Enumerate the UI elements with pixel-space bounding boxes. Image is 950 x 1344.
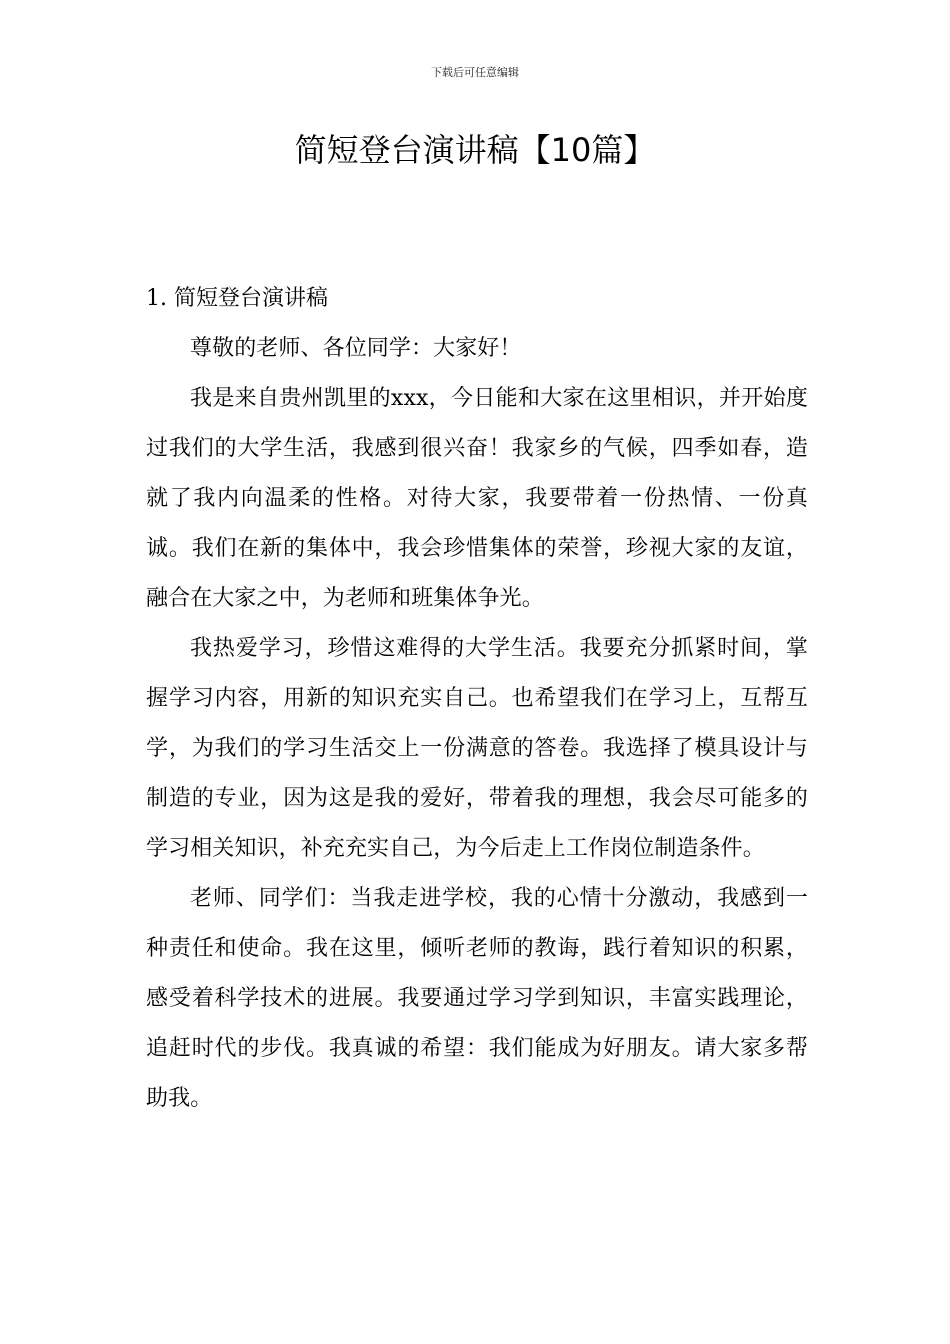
body-paragraph: 我是来自贵州凯里的xxx，今日能和大家在这里相识，并开始度过我们的大学生活，我感到很兴奋！我家乡的气候，四季如春，造就了我内向温柔的性格。对待大家，我要带着一份热情、一份真诚。我们在新的集体中，我会珍惜集体的荣誉，珍视大家的友谊，融合在大家之中，为老师和班集体争光。: [146, 386, 808, 611]
body-paragraph: 老师、同学们：当我走进学校，我的心情十分激动，我感到一种责任和使命。我在这里，倾听老师的教诲，践行着知识的积累，感受着科学技术的进展。我要通过学习学到知识，丰富实践理论，追赶时代的步伐。我真诚的希望：我们能成为好朋友。请大家多帮助我。: [146, 886, 808, 1111]
section-heading: 1. 简短登台演讲稿: [146, 286, 328, 311]
body-paragraph: 我热爱学习，珍惜这难得的大学生活。我要充分抓紧时间，掌握学习内容，用新的知识充实自己。也希望我们在学习上，互帮互学，为我们的学习生活交上一份满意的答卷。我选择了模具设计与制造的专业，因为这是我的爱好，带着我的理想，我会尽可能多的学习相关知识，补充充实自己，为今后走上工作岗位制造条件。: [146, 636, 808, 861]
document-body: [146, 274, 808, 1124]
greeting-paragraph: 尊敬的老师、各位同学：大家好！: [190, 336, 522, 361]
document-title: 简短登台演讲稿【10篇】: [294, 131, 656, 169]
header-note: 下载后可任意编辑: [431, 66, 519, 79]
